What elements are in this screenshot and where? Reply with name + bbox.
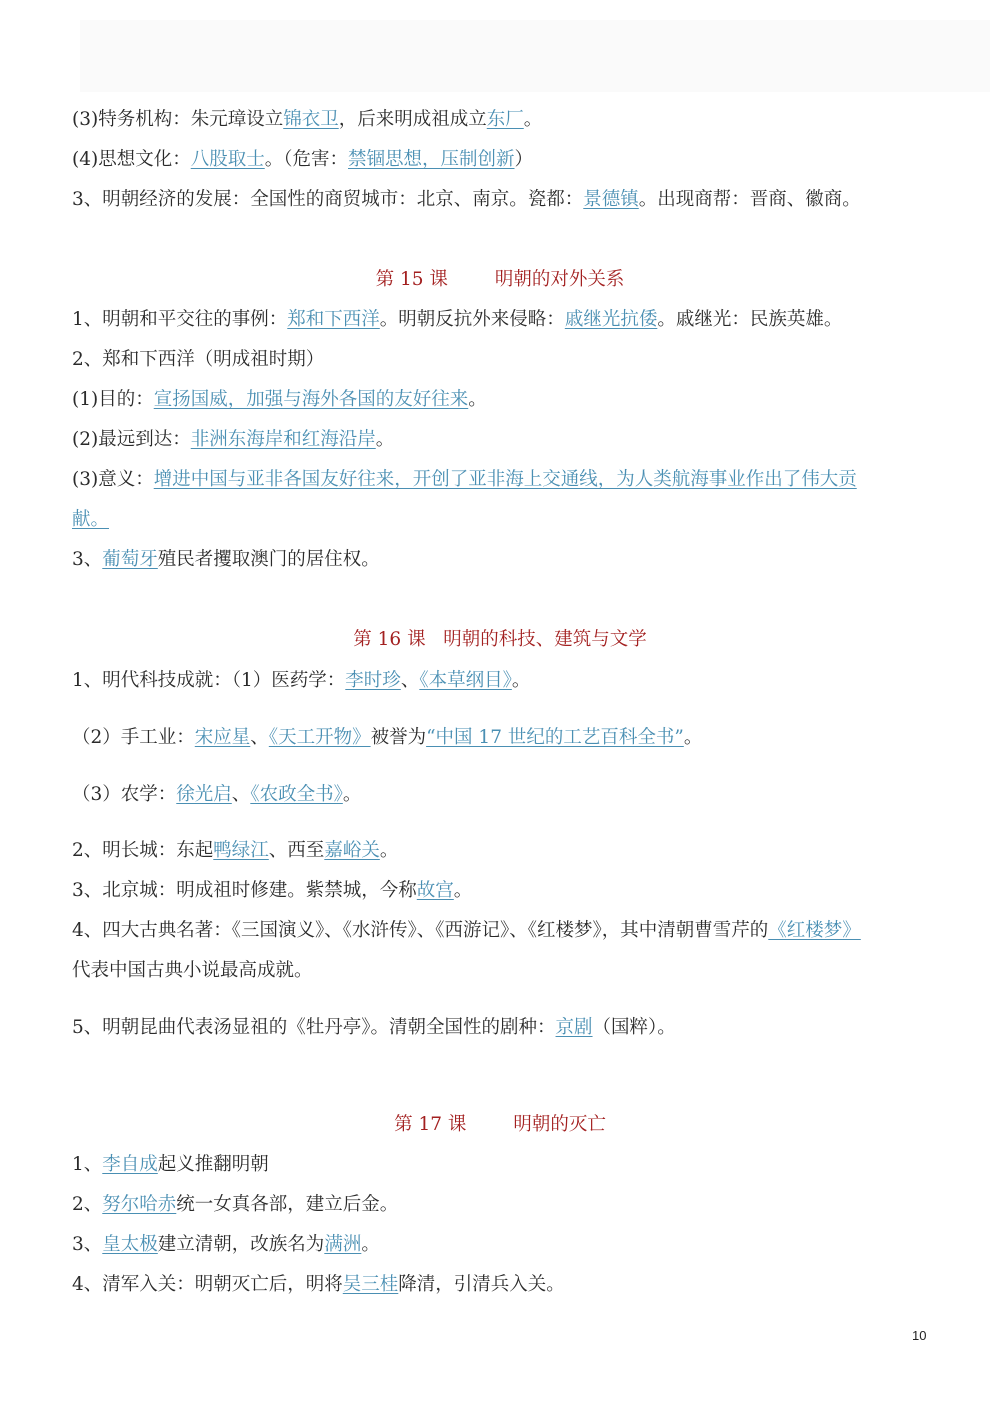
text-line <box>72 959 313 983</box>
key-term: 努尔哈赤 <box>102 1194 177 1215</box>
key-term: 《天工开物》 <box>268 727 371 748</box>
text-line <box>72 1233 380 1257</box>
text-line <box>72 1016 676 1040</box>
key-term: 嘉峪关 <box>324 840 380 861</box>
lesson-heading: 第 15 课 明朝的对外关系 <box>375 269 625 290</box>
text-line <box>72 188 861 212</box>
line-text: 建立清朝，改族名为 <box>157 1234 325 1255</box>
line-text: 。 <box>375 429 395 450</box>
line-text: (1)目的： <box>72 389 154 410</box>
text-line <box>72 108 542 132</box>
line-text: （2）手工业： <box>72 727 195 748</box>
line-text: 2、郑和下西洋（明成祖时期） <box>72 349 325 370</box>
line-text: 。 <box>342 784 362 805</box>
line-text: (4)思想文化： <box>72 149 191 170</box>
key-term: 锦衣卫 <box>283 109 339 130</box>
line-text: 、 <box>231 784 251 805</box>
key-term: 东厂 <box>486 109 524 130</box>
line-text: (3)意义： <box>72 469 154 490</box>
line-text: 、 <box>250 727 269 748</box>
line-text: ，后来明成祖成立 <box>338 109 487 130</box>
key-term: 景德镇 <box>583 189 639 210</box>
line-text: 。戚继光：民族英雄。 <box>657 309 843 330</box>
text-line <box>72 919 861 943</box>
line-text: (3)特务机构：朱元璋设立 <box>72 109 284 130</box>
line-text: （国粹）。 <box>592 1017 676 1038</box>
text-line <box>72 508 109 532</box>
text-line <box>72 428 394 452</box>
line-text: (2)最远到达： <box>72 429 191 450</box>
text-line <box>72 388 487 412</box>
key-term: 献。 <box>72 509 110 530</box>
text-line <box>72 783 361 807</box>
line-text: 5、明朝昆曲代表汤显祖的《牡丹亭》。清朝全国性的剧种： <box>72 1017 556 1038</box>
line-text: （3）农学： <box>72 784 177 805</box>
key-term: 戚继光抗倭 <box>564 309 658 330</box>
lesson-heading: 第 16 课 明朝的科技、建筑与文学 <box>353 629 647 650</box>
text-line <box>72 1153 269 1177</box>
key-term: 鸭绿江 <box>213 840 269 861</box>
line-text: 。 <box>468 389 487 410</box>
line-text: 降清，引清兵入关。 <box>398 1274 565 1295</box>
line-text: 。 <box>361 1234 380 1255</box>
text-line <box>72 1193 398 1217</box>
text-line <box>72 308 842 332</box>
key-term: 李自成 <box>102 1154 158 1175</box>
line-text: 3、 <box>72 549 103 570</box>
line-text: 殖民者攫取澳门的居住权。 <box>157 549 380 570</box>
page-number: 10 <box>912 1328 927 1343</box>
line-text: 。（危害： <box>264 149 348 170</box>
line-text: 。 <box>453 880 473 901</box>
key-term: 徐光启 <box>176 784 232 805</box>
key-term: 故宫 <box>416 880 454 901</box>
line-text: 、西至 <box>268 840 325 861</box>
line-text: 4、清军入关：明朝灭亡后，明将 <box>72 1274 343 1295</box>
text-line <box>72 879 472 903</box>
line-text: 。出现商帮：晋商、徽商。 <box>638 189 861 210</box>
line-text: 。明朝反抗外来侵略： <box>379 309 565 330</box>
text-line <box>72 468 857 492</box>
text-line <box>72 839 398 863</box>
line-text: 、 <box>400 670 420 691</box>
key-term: 非洲东海岸和红海沿岸 <box>190 429 376 450</box>
line-text: 3、 <box>72 1234 103 1255</box>
text-line <box>72 148 533 172</box>
text-line <box>72 669 530 693</box>
key-term: 八股取士 <box>190 149 265 170</box>
lesson-heading: 第 17 课 明朝的灭亡 <box>394 1114 606 1135</box>
line-text: 。 <box>379 840 399 861</box>
line-text: 3、北京城：明成祖时修建。紫禁城，今称 <box>72 880 417 901</box>
line-text: 2、 <box>72 1194 103 1215</box>
key-term: 增进中国与亚非各国友好往来，开创了亚非海上交通线，为人类航海事业作出了伟大贡 <box>153 469 857 490</box>
key-term: 禁锢思想，压制创新 <box>348 149 515 170</box>
key-term: 《本草纲目》 <box>419 670 512 691</box>
line-text: 2、明长城：东起 <box>72 840 214 861</box>
text-line <box>72 1273 565 1297</box>
key-term: “中国 17 世纪的工艺百科全书” <box>426 727 684 748</box>
text-line <box>72 348 324 372</box>
line-text: 统一女真各部，建立后金。 <box>176 1194 399 1215</box>
text-line <box>72 726 702 750</box>
header-band <box>80 20 990 92</box>
line-text: 被誉为 <box>370 727 427 748</box>
line-text: 4、四大古典名著：《三国演义》、《水浒传》、《西游记》、《红楼梦》，其中清朝曹雪芹的 <box>72 920 769 941</box>
key-term: 宋应星 <box>194 727 251 748</box>
line-text: 1、明朝和平交往的事例： <box>72 309 288 330</box>
line-text: 3、明朝经济的发展：全国性的商贸城市：北京、南京。瓷都： <box>72 189 584 210</box>
text-line <box>72 548 380 572</box>
line-text: 。 <box>523 109 543 130</box>
line-text: 代表中国古典小说最高成就。 <box>72 960 313 981</box>
key-term: 吴三桂 <box>342 1274 399 1295</box>
line-text: 。 <box>511 670 531 691</box>
line-text: ） <box>514 149 534 170</box>
line-text: 1、 <box>72 1154 103 1175</box>
key-term: 《红楼梦》 <box>768 920 861 941</box>
key-term: 李时珍 <box>345 670 401 691</box>
key-term: 郑和下西洋 <box>287 309 380 330</box>
key-term: 宣扬国威，加强与海外各国的友好往来 <box>153 389 469 410</box>
line-text: 1、明代科技成就：（1）医药学： <box>72 670 346 691</box>
key-term: 葡萄牙 <box>102 549 158 570</box>
key-term: 皇太极 <box>102 1234 158 1255</box>
key-term: 京剧 <box>555 1017 593 1038</box>
line-text: 起义推翻明朝 <box>157 1154 269 1175</box>
key-term: 《农政全书》 <box>250 784 343 805</box>
line-text: 。 <box>683 727 703 748</box>
key-term: 满洲 <box>324 1234 362 1255</box>
